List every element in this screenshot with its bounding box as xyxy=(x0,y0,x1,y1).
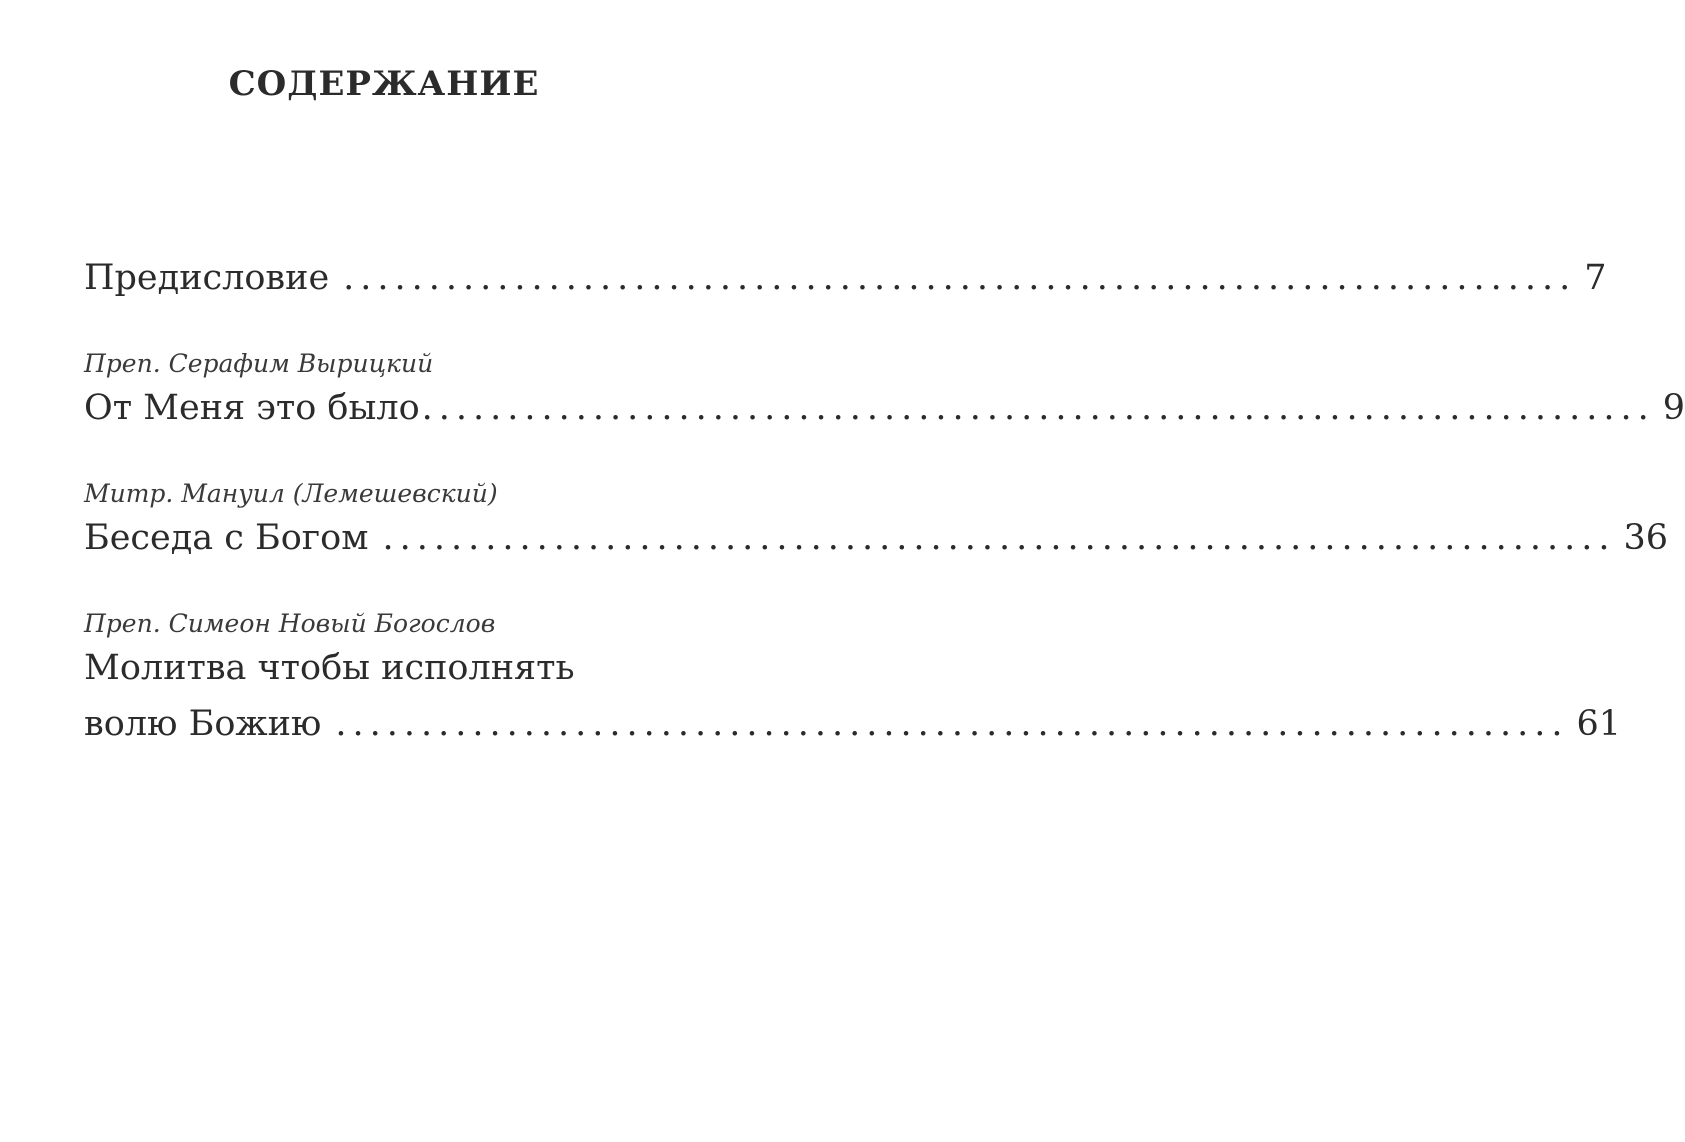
dot-leader: ........................................................................ xyxy=(343,258,1577,298)
toc-entry-author: Преп. Симеон Новый Богослов xyxy=(84,609,496,638)
toc-entry-title: Беседа с Богом xyxy=(84,518,369,558)
dot-leader: ........................................................................ xyxy=(335,704,1569,744)
toc-entry-title-line: Молитва чтобы исполнять xyxy=(84,648,575,688)
toc-entry-title: От Меня это было xyxy=(84,388,420,428)
page-title: СОДЕРЖАНИЕ xyxy=(228,64,540,104)
toc-line[interactable] xyxy=(84,250,1607,306)
toc-entry-title: волю Божию xyxy=(84,704,322,744)
toc-page-number: 61 xyxy=(1576,704,1621,744)
toc-entry-author: Митр. Мануил (Лемешевский) xyxy=(84,479,498,508)
toc-line[interactable] xyxy=(84,380,1685,436)
toc-page-number: 7 xyxy=(1584,258,1607,298)
toc-line[interactable] xyxy=(84,510,1669,566)
dot-leader: ........................................................................ xyxy=(421,388,1655,428)
toc-page-number: 36 xyxy=(1623,518,1669,558)
toc-entry-ot-menya[interactable] xyxy=(84,348,1685,436)
toc-entry-title: Предисловие xyxy=(84,258,330,298)
dot-leader: ........................................................................ xyxy=(382,518,1616,558)
toc-entry-beseda[interactable] xyxy=(84,478,1669,566)
toc-entry-molitva[interactable] xyxy=(84,608,1621,752)
toc-entry-author: Преп. Серафим Вырицкий xyxy=(84,349,434,378)
toc-line[interactable] xyxy=(84,696,1621,752)
toc-entry-preface[interactable] xyxy=(84,250,1607,306)
toc-page-number: 9 xyxy=(1662,388,1685,428)
